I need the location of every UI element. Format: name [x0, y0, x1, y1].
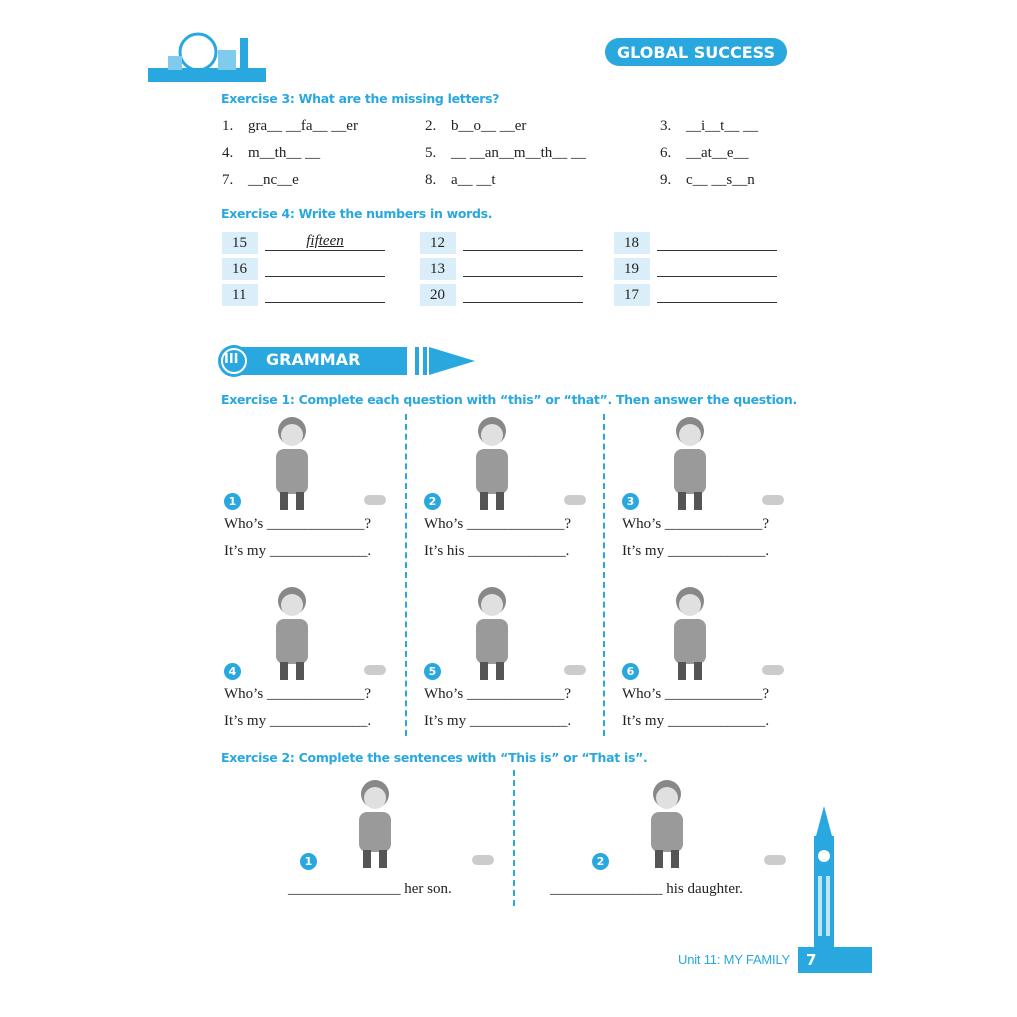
column-divider: [405, 414, 407, 736]
exercise4-answer-field[interactable]: [657, 285, 777, 303]
family-member-illustration: [252, 415, 332, 510]
item-number-badge: 6: [622, 663, 639, 680]
exercise4-answer-field[interactable]: fifteen: [265, 233, 385, 251]
answer-line[interactable]: It’s my _____________.: [224, 713, 372, 729]
column-divider: [603, 414, 605, 736]
exercise3-number: 3.: [660, 118, 672, 134]
london-skyline-illustration: [148, 30, 266, 82]
exercise4-title: Exercise 4: Write the numbers in words.: [221, 206, 493, 221]
exercise3-number: 4.: [222, 145, 234, 161]
grammar-ex2-title: Exercise 2: Complete the sentences with “This is” or “That is”.: [221, 750, 648, 765]
pointing-hand-icon: [364, 665, 386, 675]
item-number-badge: 4: [224, 663, 241, 680]
answer-line[interactable]: It’s my _____________.: [622, 713, 770, 729]
pointing-hand-icon: [762, 665, 784, 675]
item-number-badge: 2: [592, 853, 609, 870]
exercise3-number: 8.: [425, 172, 437, 188]
exercise3-number: 9.: [660, 172, 672, 188]
answer-line[interactable]: It’s my _____________.: [622, 543, 770, 559]
item-number-badge: 1: [224, 493, 241, 510]
exercise3-word-blank[interactable]: b__o__ __er: [451, 118, 527, 134]
exercise4-answer-field[interactable]: [265, 285, 385, 303]
pointing-hand-icon: [564, 495, 586, 505]
family-member-illustration: [252, 585, 332, 680]
pointing-hand-icon: [762, 495, 784, 505]
family-member-illustration: [622, 778, 712, 868]
exercise3-word-blank[interactable]: __ __an__m__th__ __: [451, 145, 586, 161]
pointing-hand-icon: [764, 855, 786, 865]
exercise4-number: 20: [420, 284, 456, 306]
sentence-line[interactable]: _______________ his daughter.: [550, 881, 743, 897]
exercise4-number: 16: [222, 258, 258, 280]
question-line[interactable]: Who’s _____________?: [622, 686, 770, 702]
family-member-illustration: [650, 415, 730, 510]
exercise4-number: 18: [614, 232, 650, 254]
exercise3-number: 1.: [222, 118, 234, 134]
big-ben-illustration: [806, 806, 842, 948]
family-member-illustration: [452, 415, 532, 510]
exercise3-word-blank[interactable]: c__ __s__n: [686, 172, 755, 188]
exercise3-number: 6.: [660, 145, 672, 161]
question-line[interactable]: Who’s _____________?: [622, 516, 770, 532]
exercise4-answer-field[interactable]: [463, 259, 583, 277]
item-number-badge: 1: [300, 853, 317, 870]
page-number: 7: [798, 947, 872, 973]
answer-line[interactable]: It’s my _____________.: [424, 713, 572, 729]
column-divider: [513, 770, 515, 906]
sentence-line[interactable]: _______________ her son.: [288, 881, 452, 897]
exercise3-word-blank[interactable]: __nc__e: [248, 172, 299, 188]
question-line[interactable]: Who’s _____________?: [424, 686, 572, 702]
exercise3-word-blank[interactable]: __i__t__ __: [686, 118, 759, 134]
exercise4-answer-field[interactable]: [657, 233, 777, 251]
section-title: GRAMMAR: [266, 350, 361, 369]
exercise4-number: 15: [222, 232, 258, 254]
exercise4-answer-field[interactable]: [657, 259, 777, 277]
question-line[interactable]: Who’s _____________?: [424, 516, 572, 532]
grammar-ex1-title: Exercise 1: Complete each question with “this” or “that”. Then answer the question.: [221, 392, 797, 407]
exercise4-number: 17: [614, 284, 650, 306]
pointing-hand-icon: [564, 665, 586, 675]
exercise4-number: 19: [614, 258, 650, 280]
exercise4-answer-field[interactable]: [463, 285, 583, 303]
family-member-illustration: [330, 778, 420, 868]
family-member-illustration: [650, 585, 730, 680]
exercise4-number: 12: [420, 232, 456, 254]
item-number-badge: 5: [424, 663, 441, 680]
pointing-hand-icon: [364, 495, 386, 505]
family-member-illustration: [452, 585, 532, 680]
global-success-logo: GLOBAL SUCCESS: [605, 38, 787, 66]
pointing-hand-icon: [472, 855, 494, 865]
answer-line[interactable]: It’s his _____________.: [424, 543, 570, 559]
exercise3-word-blank[interactable]: m__th__ __: [248, 145, 321, 161]
exercise3-word-blank[interactable]: gra__ __fa__ __er: [248, 118, 358, 134]
item-number-badge: 2: [424, 493, 441, 510]
exercise3-word-blank[interactable]: __at__e__: [686, 145, 749, 161]
exercise3-number: 2.: [425, 118, 437, 134]
question-line[interactable]: Who’s _____________?: [224, 516, 372, 532]
exercise3-title: Exercise 3: What are the missing letters?: [221, 91, 500, 106]
footer-unit: Unit 11: MY FAMILY: [678, 952, 790, 967]
exercise4-number: 11: [222, 284, 258, 306]
exercise3-number: 7.: [222, 172, 234, 188]
item-number-badge: 3: [622, 493, 639, 510]
exercise3-word-blank[interactable]: a__ __t: [451, 172, 496, 188]
answer-line[interactable]: It’s my _____________.: [224, 543, 372, 559]
exercise4-number: 13: [420, 258, 456, 280]
exercise3-number: 5.: [425, 145, 437, 161]
question-line[interactable]: Who’s _____________?: [224, 686, 372, 702]
exercise4-answer-field[interactable]: [265, 259, 385, 277]
section-numeral: III: [224, 352, 239, 367]
exercise4-answer-field[interactable]: [463, 233, 583, 251]
